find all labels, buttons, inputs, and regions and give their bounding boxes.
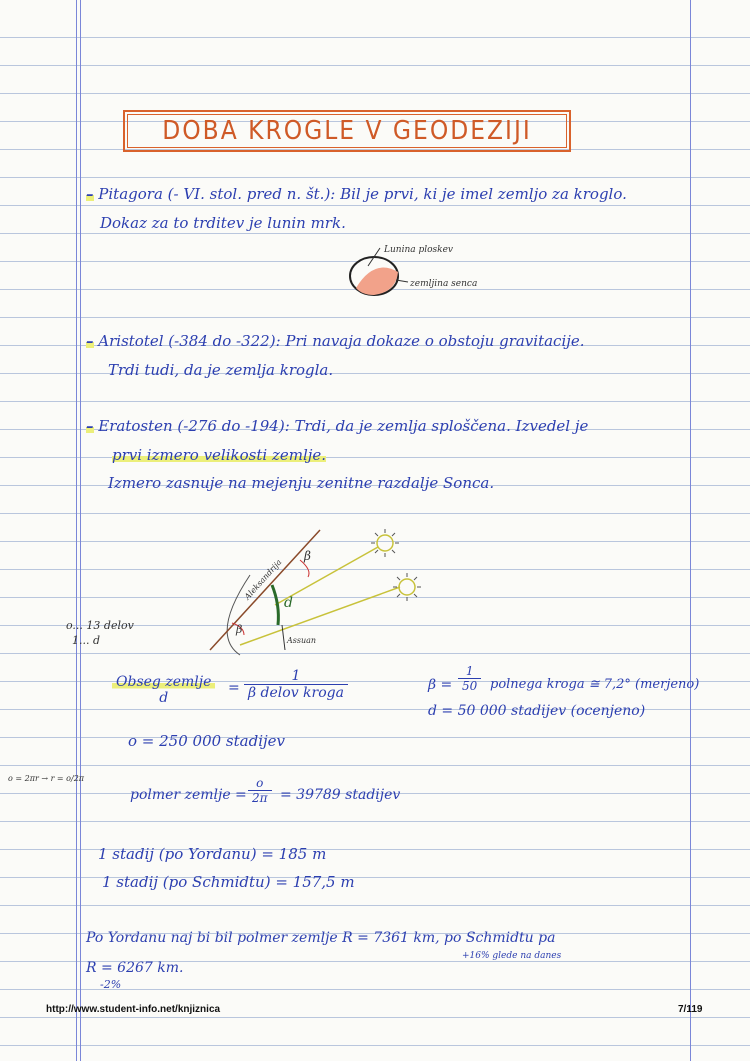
stadij-yordan: 1 stadij (po Yordanu) = 185 m: [98, 845, 327, 863]
margin-note-2: 1... d: [72, 634, 101, 647]
eratosten-text-1: Eratosten (-276 do -194): Trdi, da je zemlja sploščena. Izvedel je: [98, 417, 589, 435]
conclusion-note: +16% glede na danes: [462, 951, 562, 961]
eratosten-text-3: Izmero zasnuje na mejenju zenitne razdalje Sonca.: [108, 474, 495, 492]
obseg-numerator: Obseg zemlje: [112, 674, 215, 690]
eratosten-text-2: prvi izmero velikosti zemlje.: [112, 446, 327, 464]
conclusion-line-2: R = 6267 km.: [86, 960, 184, 976]
pitagora-line-1: [86, 185, 627, 203]
beta-rest: polnega kroga ≅ 7,2° (merjeno): [490, 677, 700, 692]
obseg-fraction: [112, 674, 215, 706]
page-title-box: [123, 110, 571, 152]
diagram-d-label: d: [284, 595, 293, 611]
sun-lower-icon: [399, 579, 415, 595]
bullet-dash: –: [86, 185, 94, 203]
polmer-prefix: polmer zemlje =: [130, 787, 247, 803]
conclusion-line-3: -2%: [100, 978, 122, 991]
aristotel-line-2: [108, 361, 333, 379]
aristotel-line-1: [86, 332, 585, 350]
pitagora-text-2: Dokaz za to trditev je lunin mrk.: [100, 214, 346, 232]
margin-note-1: o... 13 delov: [66, 619, 134, 632]
stadij-schmidt: 1 stadij (po Schmidtu) = 157,5 m: [102, 873, 355, 891]
beta-fraction: [458, 664, 481, 693]
pitagora-line-2: [100, 214, 346, 232]
d-equation: d = 50 000 stadijev (ocenjeno): [428, 703, 646, 719]
conclusion-line-1: Po Yordanu naj bi bil polmer zemlje R = 7361 km, po Schmidtu pa: [86, 930, 556, 946]
beta-prefix: β =: [428, 677, 453, 693]
page-title: DOBA KROGLE V GEODEZIJI: [162, 116, 532, 146]
eratosten-line-1: [86, 417, 588, 435]
polmer-numerator: o: [256, 776, 264, 790]
beta-equation: [428, 677, 452, 693]
aristotel-text-1: Aristotel (-384 do -322): Pri navaja dokaze o obstoju gravitacije.: [98, 332, 585, 350]
alexandria-zenith-line: [210, 530, 320, 650]
diagram-assuan-label: Assuan: [287, 636, 317, 645]
beta-denominator: 50: [458, 678, 481, 693]
obseg-rhs-denominator: β delov kroga: [244, 684, 348, 701]
diagram-beta-lower: β: [236, 623, 243, 636]
equals-sign: =: [228, 680, 240, 696]
footer-page-number: 7/119: [678, 1004, 703, 1015]
sun-upper-icon: [377, 535, 393, 551]
eratosthenes-diagram: [200, 515, 440, 665]
diagram-alexandria-label: Aleksandrija: [242, 557, 284, 602]
beta-numerator: 1: [465, 664, 474, 678]
margin-note-3: o = 2πr → r = o/2π: [8, 774, 85, 783]
bullet-dash: –: [86, 417, 94, 435]
obseg-rhs-numerator: 1: [291, 668, 301, 684]
eratosten-line-3: [108, 474, 494, 492]
left-margin-line-2: [80, 0, 81, 1061]
obseg-denominator: d: [159, 690, 169, 706]
lunar-eclipse-sketch: [340, 240, 530, 300]
bullet-dash: –: [86, 332, 94, 350]
footer-url[interactable]: http://www.student-info.net/knjiznica: [46, 1004, 221, 1015]
aristotel-text-2: Trdi tudi, da je zemlja krogla.: [108, 361, 334, 379]
left-margin-line: [76, 0, 77, 1061]
sun-ray-lower: [240, 587, 400, 645]
o-equation: o = 250 000 stadijev: [128, 732, 286, 750]
polmer-denominator: 2π: [248, 790, 272, 805]
polmer-rest: = 39789 stadijev: [280, 787, 401, 803]
pitagora-text-1: Pitagora (- VI. stol. pred n. št.): Bil je prvi, ki je imel zemljo za kroglo.: [98, 185, 627, 203]
obseg-rhs-fraction: [244, 668, 348, 701]
diagram-beta-upper: β: [304, 549, 311, 563]
right-margin-line: [690, 0, 691, 1061]
label-lunar-surface: Lunina ploskev: [384, 245, 454, 255]
eratosten-line-2: [112, 446, 326, 464]
label-earth-shadow: zemljina senca: [410, 279, 478, 289]
polmer-fraction: [248, 776, 272, 805]
